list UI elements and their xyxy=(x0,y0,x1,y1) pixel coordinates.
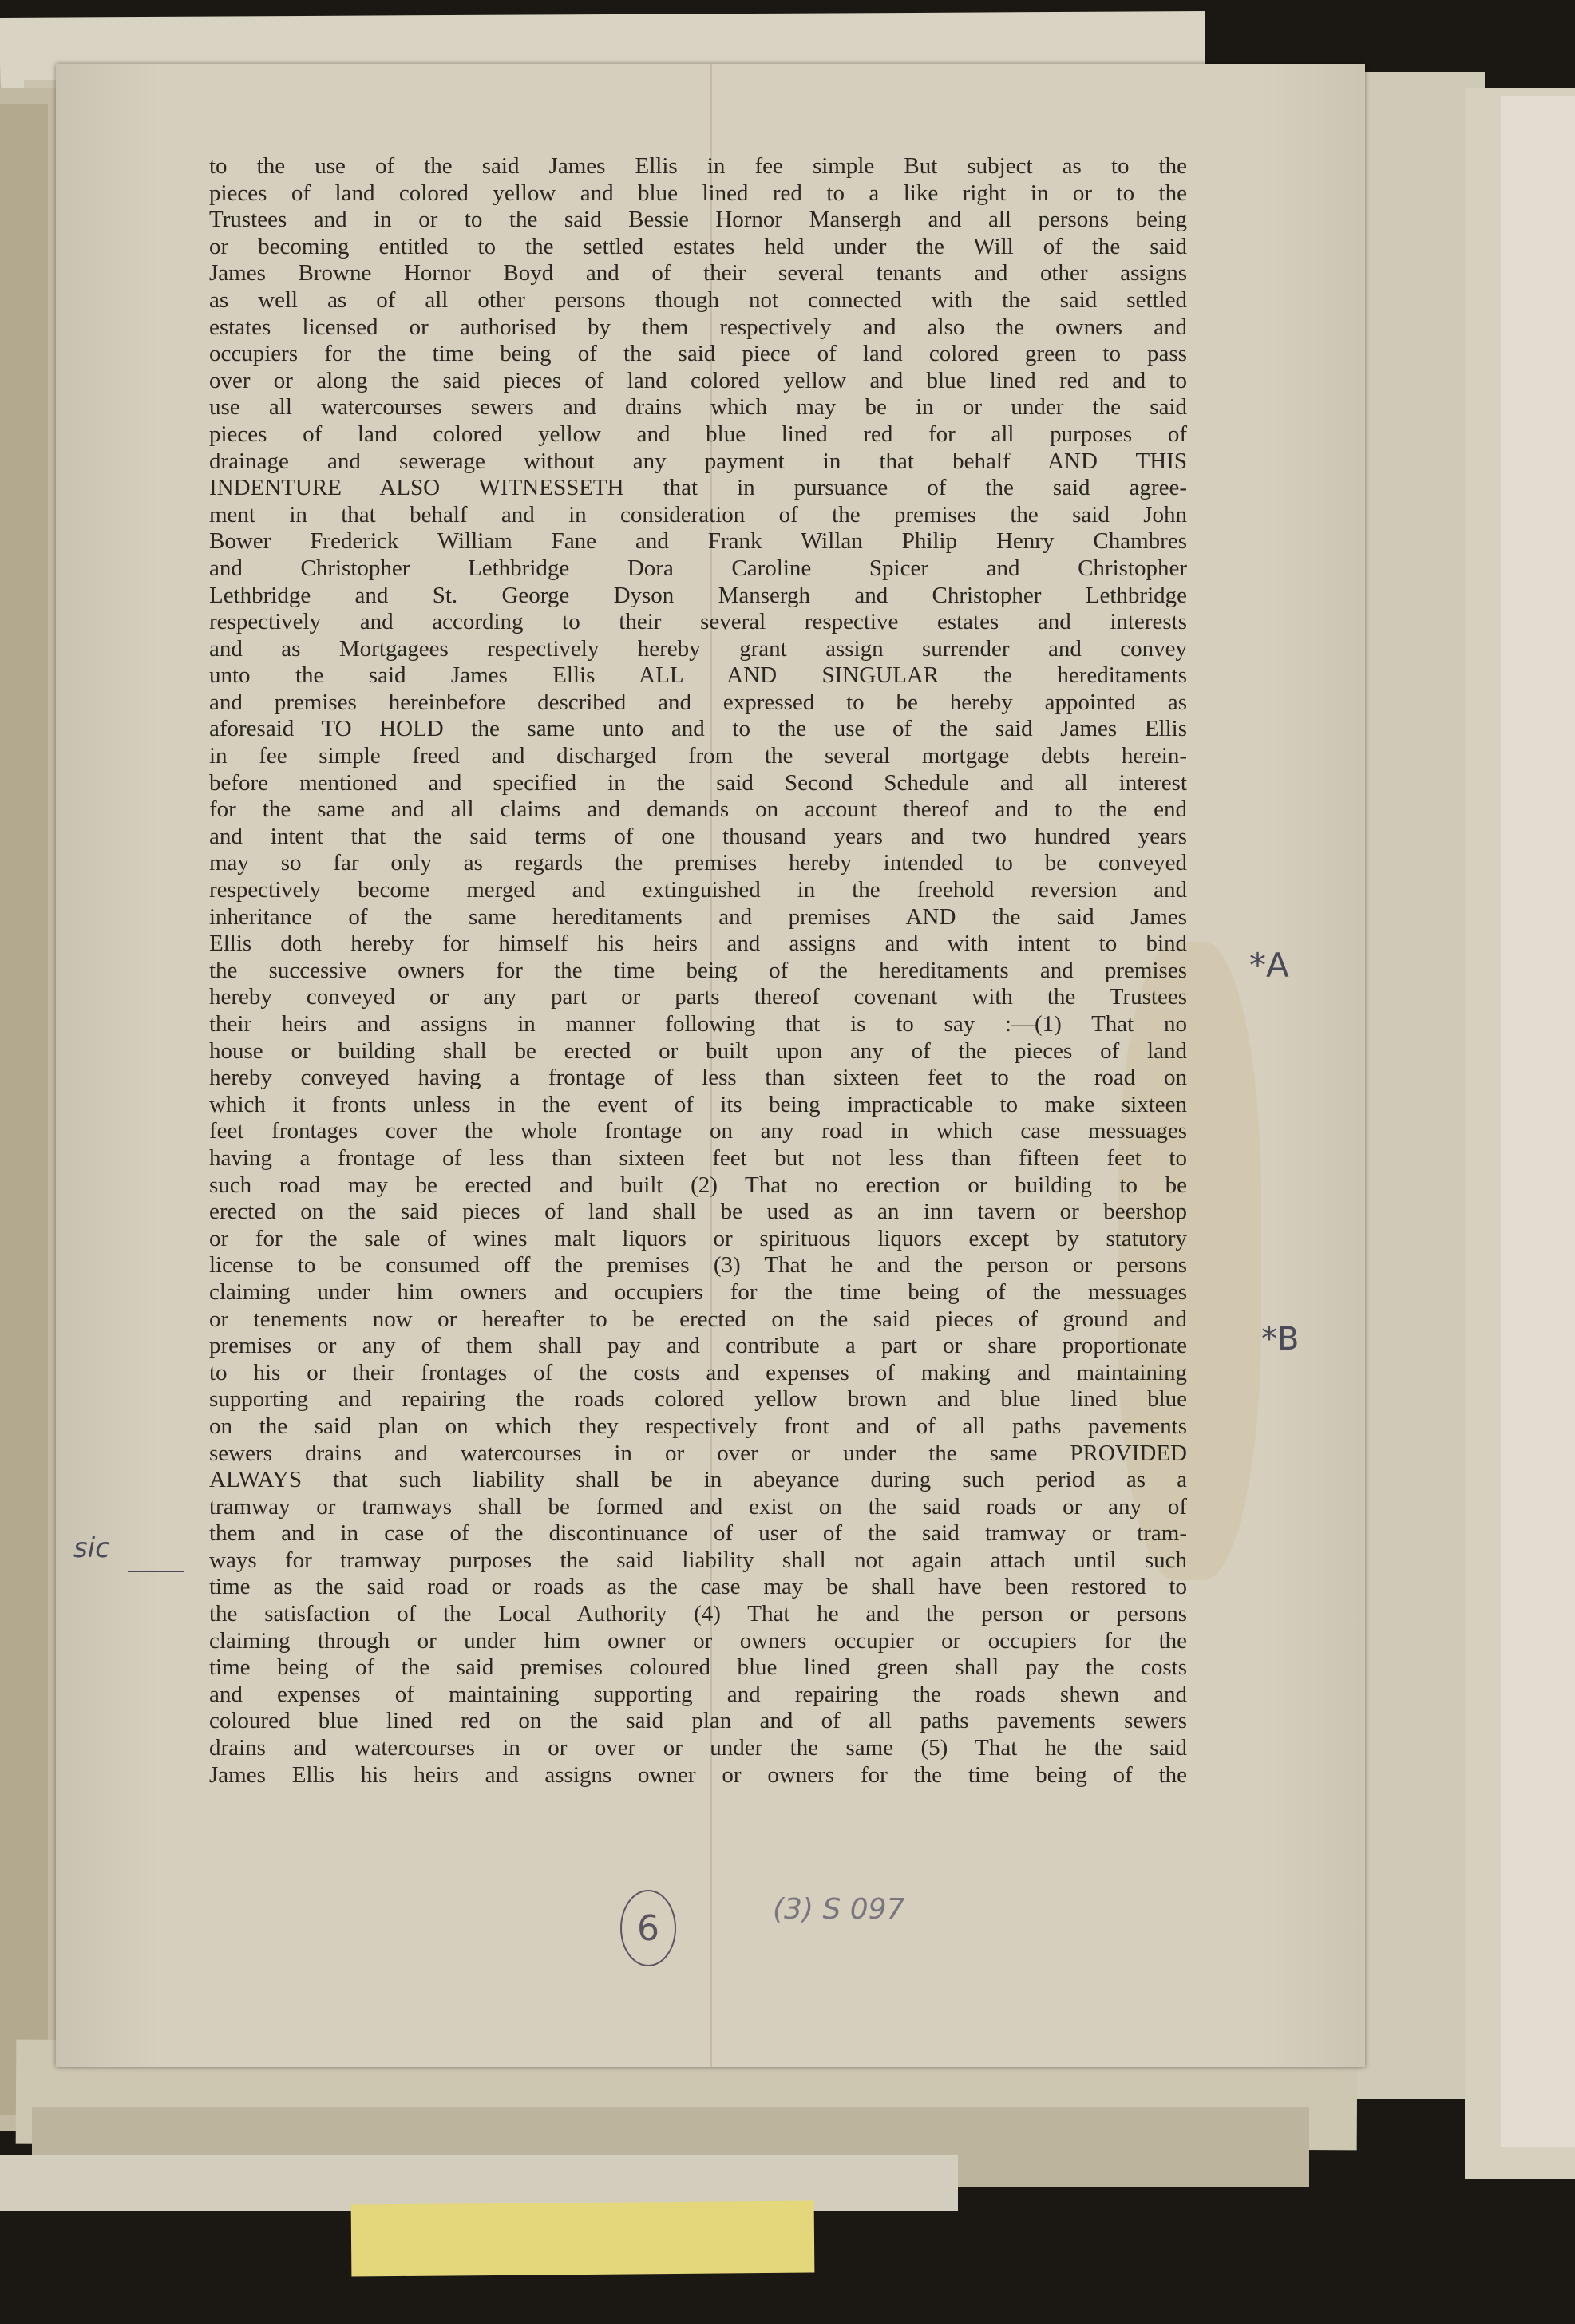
text-line: such road may be erected and built (2) That no erection or building to be xyxy=(209,1172,1187,1198)
text-line: hereby conveyed having a frontage of less than sixteen feet to the road on xyxy=(209,1065,1187,1091)
folio-number: 6 xyxy=(637,1907,659,1949)
margin-note-sic: sic xyxy=(73,1532,110,1564)
text-line: unto the said James Ellis ALL AND SINGULAR the hereditaments xyxy=(209,662,1187,689)
text-line: pieces of land colored yellow and blue lined red for all purposes of xyxy=(209,421,1187,447)
underlying-page-far-right xyxy=(1501,96,1575,2147)
indenture-text xyxy=(209,153,1187,1788)
folio-number-circle xyxy=(620,1890,676,1966)
text-line: Ellis doth hereby for himself his heirs and assigns and with intent to bind xyxy=(209,931,1187,957)
text-line: occupiers for the time being of the said piece of land colored green to pass xyxy=(209,341,1187,367)
text-line: ment in that behalf and in consideration of the premises the said John xyxy=(209,501,1187,528)
text-line: and expenses of maintaining supporting and repairing the roads shewn and xyxy=(209,1681,1187,1707)
text-line: to the use of the said James Ellis in fee simple But subject as to the xyxy=(209,153,1187,179)
text-line: ALWAYS that such liability shall be in abeyance during such period as a xyxy=(209,1467,1187,1493)
text-line: in fee simple freed and discharged from the several mortgage debts herein- xyxy=(209,743,1187,769)
text-line: INDENTURE ALSO WITNESSETH that in pursuance of the said agree- xyxy=(209,475,1187,501)
text-line: use all watercourses sewers and drains which may be in or under the said xyxy=(209,394,1187,421)
text-line: premises or any of them shall pay and contribute a part or share proportionate xyxy=(209,1333,1187,1359)
text-line: may so far only as regards the premises hereby intended to be conveyed xyxy=(209,850,1187,876)
pencil-reference-note: (3) S 097 xyxy=(773,1893,905,1926)
text-line: or tenements now or hereafter to be erected on the said pieces of ground and xyxy=(209,1306,1187,1332)
text-line: and as Mortgagees respectively hereby grant assign surrender and convey xyxy=(209,635,1187,662)
text-line: for the same and all claims and demands on account thereof and to the end xyxy=(209,796,1187,823)
text-line: and intent that the said terms of one thousand years and two hundred years xyxy=(209,823,1187,849)
text-line: house or building shall be erected or built upon any of the pieces of land xyxy=(209,1038,1187,1064)
text-line: license to be consumed off the premises (3) That he and the person or persons xyxy=(209,1252,1187,1279)
margin-note-underline xyxy=(128,1571,184,1572)
text-line: James Browne Hornor Boyd and of their several tenants and other assigns xyxy=(209,260,1187,287)
text-line: estates licensed or authorised by them respectively and also the owners and xyxy=(209,314,1187,340)
text-line: drains and watercourses in or over or under the same (5) That he the said xyxy=(209,1735,1187,1761)
text-line: erected on the said pieces of land shall be used as an inn tavern or beershop xyxy=(209,1199,1187,1225)
text-line: tramway or tramways shall be formed and exist on the said roads or any of xyxy=(209,1493,1187,1520)
text-line: sewers drains and watercourses in or over or under the same PROVIDED xyxy=(209,1440,1187,1466)
underlying-page-bottom-lower xyxy=(0,2155,958,2211)
text-line: inheritance of the same hereditaments and premises AND the said James xyxy=(209,903,1187,930)
text-line: having a frontage of less than sixteen feet but not less than fifteen feet to xyxy=(209,1144,1187,1171)
text-line: ways for tramway purposes the said liability shall not again attach until such xyxy=(209,1547,1187,1573)
text-line: Bower Frederick William Fane and Frank Willan Philip Henry Chambres xyxy=(209,528,1187,555)
text-line: James Ellis his heirs and assigns owner or owners for the time being of the xyxy=(209,1761,1187,1788)
text-line: the satisfaction of the Local Authority (4) That he and the person or persons xyxy=(209,1601,1187,1627)
text-line: and Christopher Lethbridge Dora Caroline Spicer and Christopher xyxy=(209,555,1187,581)
text-line: claiming through or under him owner or owners occupier or occupiers for the xyxy=(209,1627,1187,1654)
text-line: on the said plan on which they respectively front and of all paths pavements xyxy=(209,1413,1187,1439)
text-line: and premises hereinbefore described and expressed to be hereby appointed as xyxy=(209,689,1187,715)
text-line: Trustees and in or to the said Bessie Hornor Mansergh and all persons being xyxy=(209,207,1187,233)
text-line: or becoming entitled to the settled estates held under the Will of the said xyxy=(209,233,1187,259)
margin-marker-b: *B xyxy=(1261,1321,1300,1358)
text-line: before mentioned and specified in the said Second Schedule and all interest xyxy=(209,769,1187,796)
text-line: or for the sale of wines malt liquors or spirituous liquors except by statutory xyxy=(209,1225,1187,1251)
text-line: pieces of land colored yellow and blue lined red to a like right in or to the xyxy=(209,180,1187,206)
text-line: drainage and sewerage without any payment in that behalf AND THIS xyxy=(209,448,1187,474)
text-line: claiming under him owners and occupiers for the time being of the messuages xyxy=(209,1279,1187,1305)
text-line: as well as of all other persons though not connected with the said settled xyxy=(209,287,1187,313)
text-line: to his or their frontages of the costs and expenses of making and maintaining xyxy=(209,1359,1187,1385)
text-line: over or along the said pieces of land colored yellow and blue lined red and to xyxy=(209,367,1187,393)
text-line: hereby conveyed or any part or parts thereof covenant with the Trustees xyxy=(209,984,1187,1010)
text-line: time being of the said premises coloured blue lined green shall pay the costs xyxy=(209,1654,1187,1681)
margin-marker-a: *A xyxy=(1249,946,1289,985)
text-line: aforesaid TO HOLD the same unto and to the use of the said James Ellis xyxy=(209,716,1187,742)
underlying-page-left-edge xyxy=(0,104,48,2115)
text-line: the successive owners for the time being of the hereditaments and premises xyxy=(209,957,1187,983)
text-line: them and in case of the discontinuance of user of the said tramway or tram- xyxy=(209,1520,1187,1547)
text-line: respectively become merged and extinguished in the freehold reversion and xyxy=(209,877,1187,903)
text-line: which it fronts unless in the event of its being impracticable to make sixteen xyxy=(209,1091,1187,1117)
yellow-tab-marker xyxy=(351,2200,815,2276)
text-line: time as the said road or roads as the case may be shall have been restored to xyxy=(209,1574,1187,1600)
text-line: feet frontages cover the whole frontage on any road in which case messuages xyxy=(209,1118,1187,1144)
text-line: respectively and according to their several respective estates and interests xyxy=(209,609,1187,635)
text-line: Lethbridge and St. George Dyson Mansergh and Christopher Lethbridge xyxy=(209,582,1187,608)
text-line: coloured blue lined red on the said plan and of all paths pavements sewers xyxy=(209,1708,1187,1734)
text-line: their heirs and assigns in manner following that is to say :—(1) That no xyxy=(209,1011,1187,1037)
text-line: supporting and repairing the roads colored yellow brown and blue lined blue xyxy=(209,1386,1187,1413)
